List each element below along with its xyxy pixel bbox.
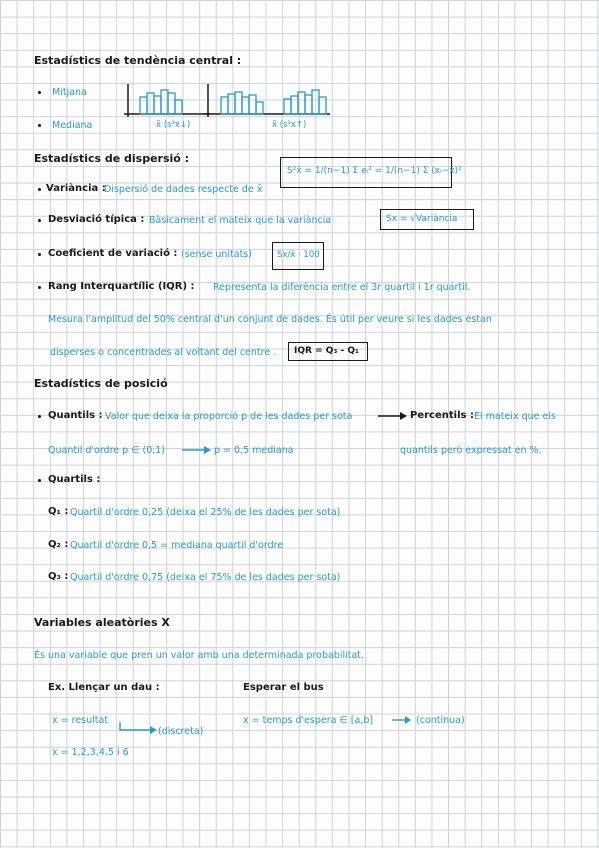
mediana-neg-label: x̃ (s³x↓) bbox=[156, 120, 191, 130]
q2-key: Q₂ : bbox=[48, 539, 69, 550]
q3-key: Q₃ : bbox=[48, 571, 69, 582]
iqr-line2: Mesura l'amplitud del 50% central d'un conjunt de dades. És útil per veure si les dades estan bbox=[48, 314, 492, 325]
bullet bbox=[38, 188, 41, 191]
desviacio-desc: Bàsicament el mateix que la variància bbox=[149, 215, 332, 226]
example2-type: (contínua) bbox=[416, 715, 465, 726]
arrow-icon bbox=[378, 411, 408, 421]
q3-desc: Quartil d'ordre 0,75 (deixa el 75% de les dades per sota) bbox=[70, 572, 341, 583]
percentils-desc2: quantils però expressat en %. bbox=[400, 445, 542, 456]
quantils-key: Quantils : bbox=[48, 410, 103, 421]
cv-key: Coeficient de variació : bbox=[48, 248, 178, 259]
bullet bbox=[38, 219, 41, 222]
section-title-posicio: Estadístics de posició bbox=[34, 377, 168, 390]
example1-line1: x = resultat bbox=[52, 715, 109, 726]
variance-formula-box bbox=[280, 157, 462, 188]
quantils-desc: Valor que deixa la proporció p de les dades per sota bbox=[105, 411, 353, 422]
q1-desc: Quartil d'ordre 0,25 (deixa el 25% de les dades per sota) bbox=[70, 507, 341, 518]
desviacio-key: Desviació típica : bbox=[48, 214, 145, 225]
iqr-formula-box bbox=[288, 342, 368, 361]
cv-formula-box bbox=[272, 242, 324, 270]
mitjana-label: Mitjana bbox=[52, 87, 87, 98]
mediana-pos-label: x̃ (s³x↑) bbox=[272, 120, 307, 130]
arrow-icon bbox=[118, 720, 158, 746]
bullet bbox=[38, 415, 41, 418]
iqr-key: Rang Interquartílic (IQR) : bbox=[48, 281, 195, 292]
iqr-formula: IQR = Q₃ - Q₁ bbox=[294, 346, 359, 356]
example2-key: Esperar el bus bbox=[243, 682, 324, 693]
iqr-line1: Representa la diferència entre el 3r quartil i 1r quartil. bbox=[213, 282, 471, 293]
variables-desc: És una variable que pren un valor amb una determinada probabilitat. bbox=[34, 650, 365, 661]
q2-desc: Quartil d'ordre 0,5 = mediana quartil d'ordre bbox=[70, 540, 284, 551]
std-formula-box bbox=[380, 209, 474, 230]
section-title-variables: Variables aleatòries X bbox=[34, 616, 170, 629]
section-title-dispersio: Estadístics de dispersió : bbox=[34, 152, 190, 165]
quantil-mediana: p = 0,5 mediana bbox=[214, 445, 294, 456]
cv-formula: Sx/x̄ · 100 bbox=[277, 250, 320, 260]
percentils-key: Percentils : bbox=[410, 410, 474, 421]
example2-line1: x = temps d'espera ∈ [a,b] bbox=[243, 715, 374, 726]
example1-type: (discreta) bbox=[158, 726, 204, 737]
arrow-icon bbox=[182, 445, 212, 455]
section-title-central: Estadístics de tendència central : bbox=[34, 54, 242, 67]
bullet bbox=[38, 286, 41, 289]
percentils-desc: El mateix que els bbox=[474, 411, 556, 422]
bullet bbox=[38, 253, 41, 256]
variancia-key: Variància : bbox=[46, 183, 106, 194]
example1-line2: x = 1,2,3,4,5 i 6 bbox=[52, 747, 129, 758]
quantil-ordre: Quantil d'ordre p ∈ (0,1) bbox=[48, 445, 166, 456]
variancia-desc: Dispersió de dades respecte de x̄ bbox=[104, 184, 263, 195]
q1-key: Q₁ : bbox=[48, 506, 69, 517]
mediana-label: Mediana bbox=[52, 120, 93, 131]
quartils-key: Quartils : bbox=[48, 474, 101, 485]
std-formula: Sx = √Variància bbox=[386, 214, 458, 224]
variance-formula: S²x̄ = 1/(n−1) Σ eᵢ² = 1/(n−1) Σ (xᵢ−x̄)² bbox=[287, 166, 462, 176]
iqr-line3: disperses o concentrades al voltant del centre . bbox=[50, 347, 277, 358]
cv-desc: (sense unitats) bbox=[181, 249, 252, 260]
arrow-icon bbox=[392, 715, 412, 725]
example1-key: Ex. Llençar un dau : bbox=[48, 682, 160, 693]
bullet bbox=[38, 479, 41, 482]
